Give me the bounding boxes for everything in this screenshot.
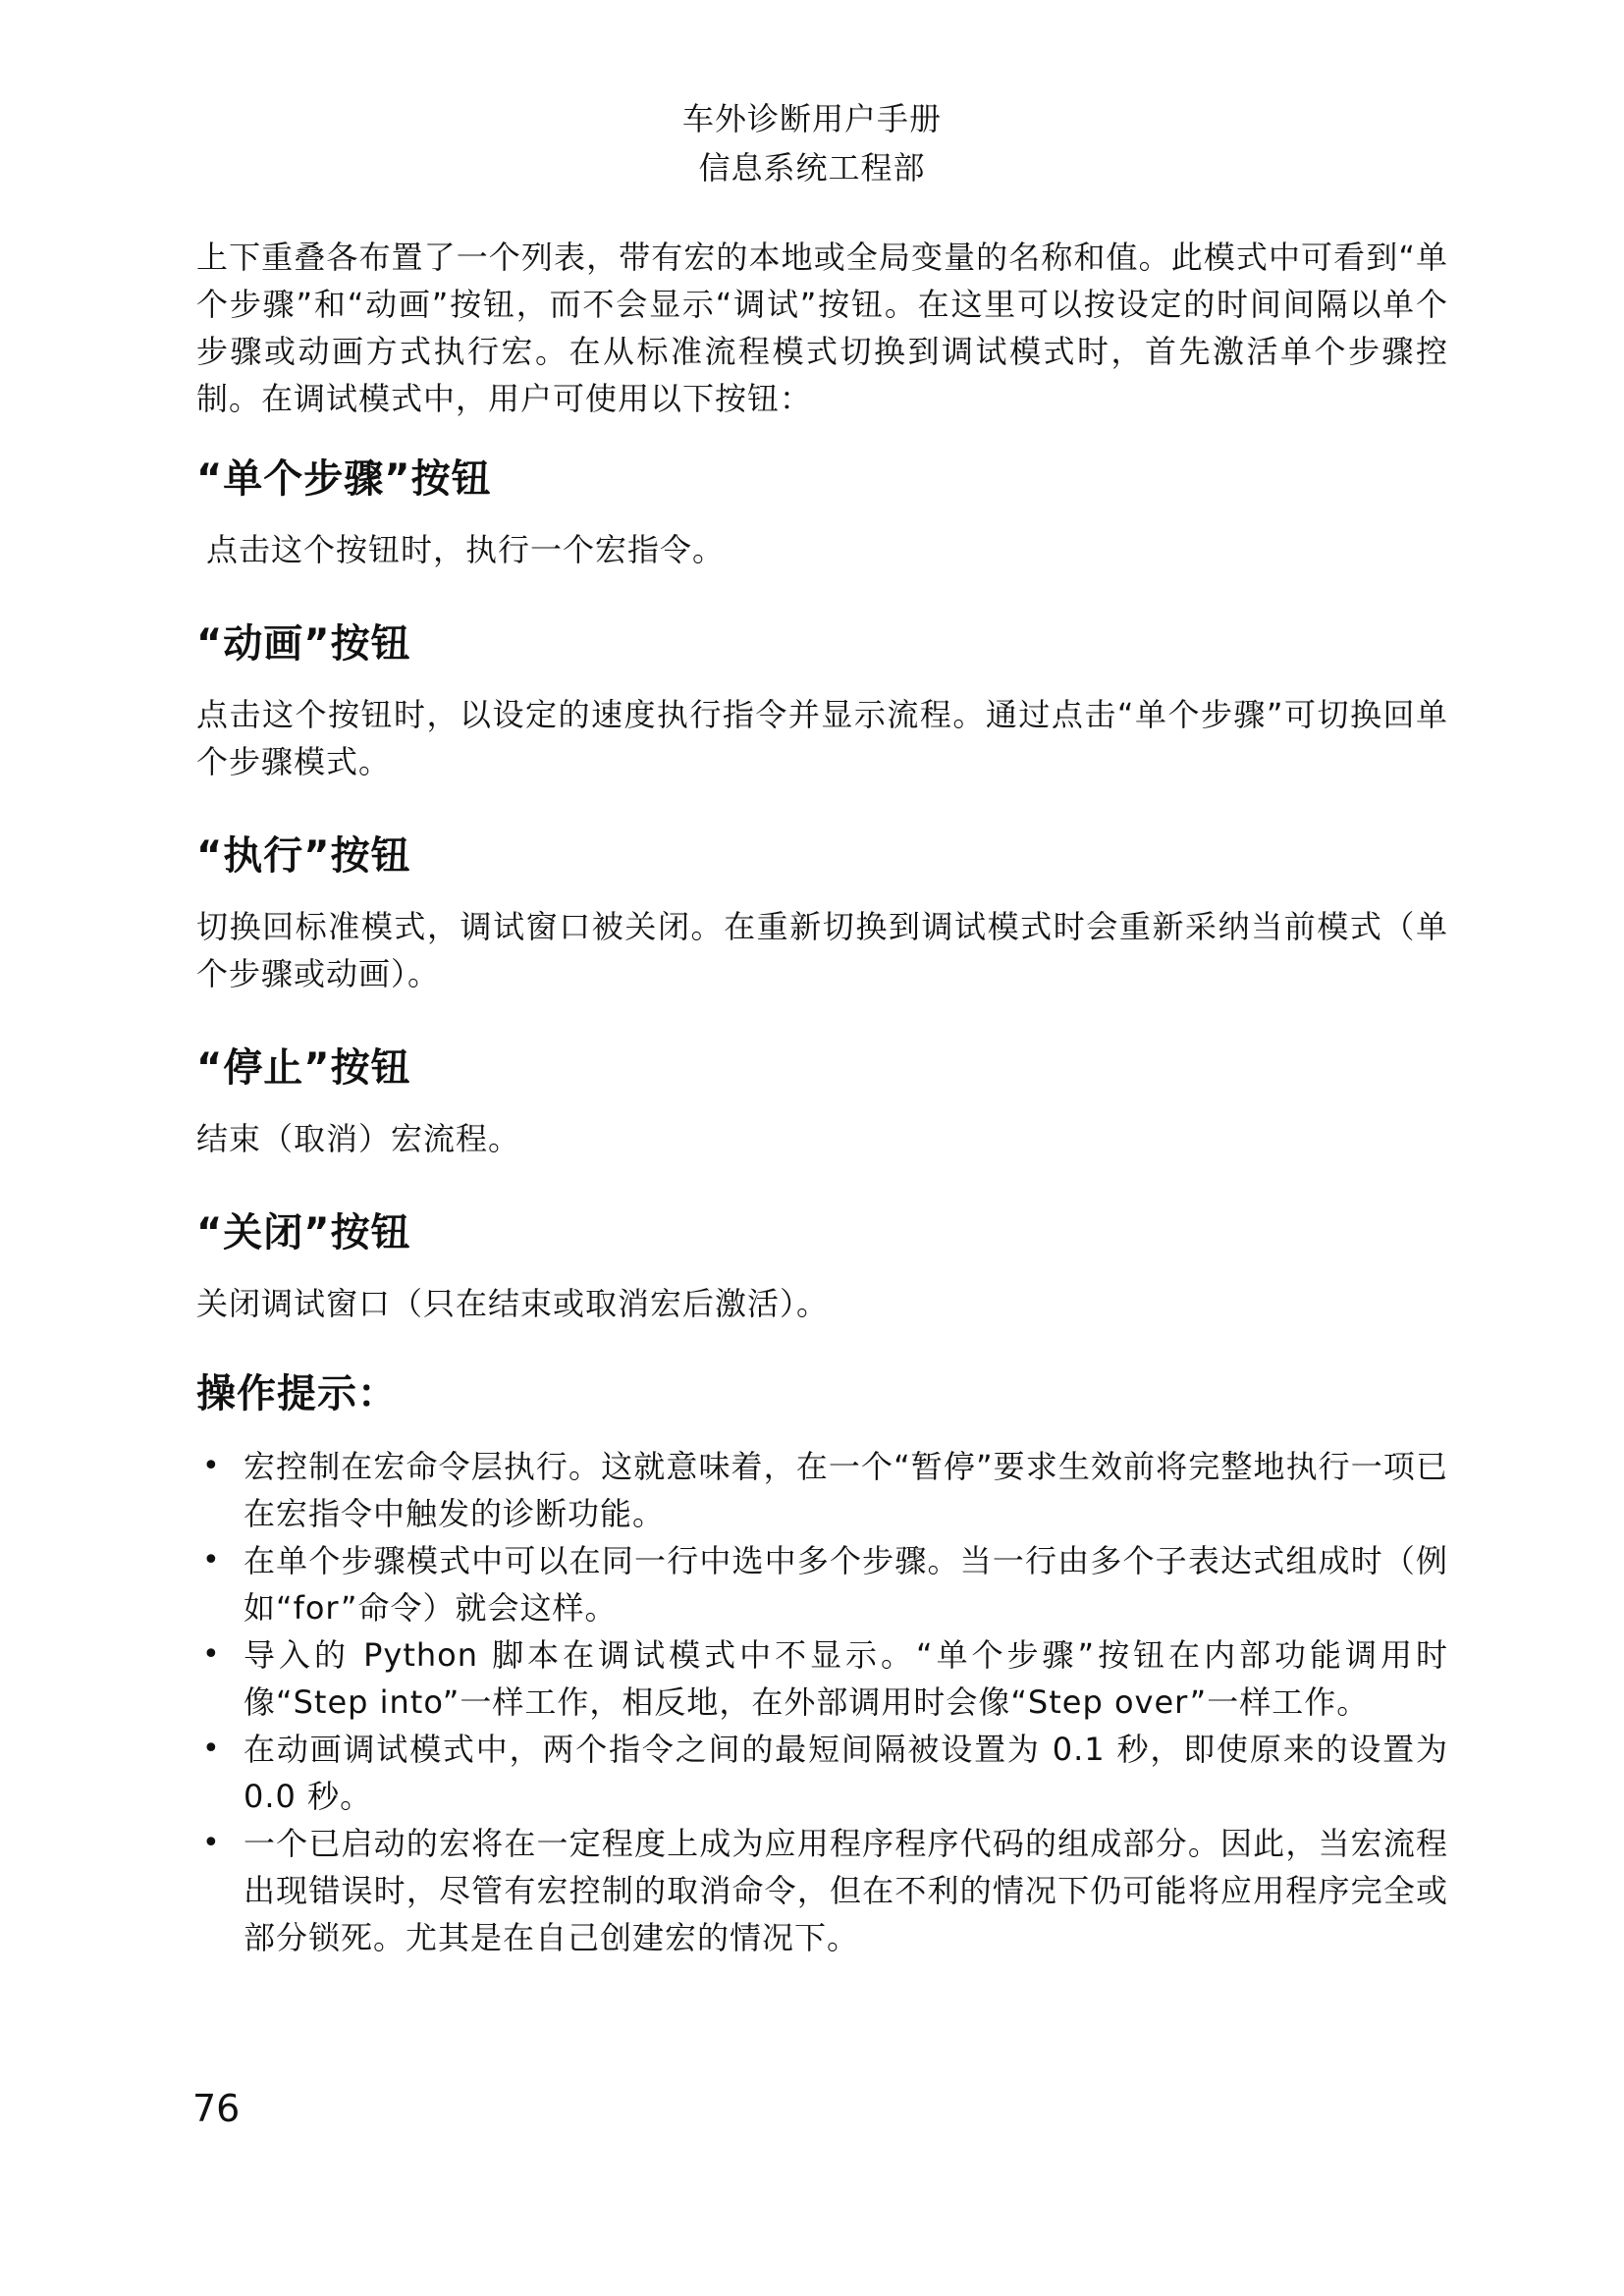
tip-text: 在动画调试模式中，两个指令之间的最短间隔被设置为 0.1 秒，即使原来的设置为 0.0 秒。 — [244, 1731, 1448, 1815]
section-body-single-step: 点击这个按钮时，执行一个宏指令。 — [206, 531, 726, 568]
section-heading-stop: “停止”按钮 — [196, 1045, 411, 1091]
list-item — [196, 1631, 1448, 1726]
section-heading-animation: “动画”按钮 — [196, 621, 411, 667]
intro-paragraph: 上下重叠各布置了一个列表，带有宏的本地或全局变量的名称和值。此模式中可看到“单个步骤”和“动画”按钮，而不会显示“调试”按钮。在这里可以按设定的时间间隔以单个步骤或动画方式执行宏。在从标准流程模式切换到调试模式时，首先激活单个步骤控制。在调试模式中，用户可使用以下按钮： — [196, 239, 1448, 417]
list-item — [196, 1537, 1448, 1631]
list-item — [196, 1726, 1448, 1820]
tip-text: 一个已启动的宏将在一定程度上成为应用程序程序代码的组成部分。因此，当宏流程出现错误时，尽管有宏控制的取消命令，但在不利的情况下仍可能将应用程序完全或部分锁死。尤其是在自己创建宏的情况下。 — [244, 1825, 1448, 1956]
section-body-close: 关闭调试窗口（只在结束或取消宏后激活）。 — [196, 1285, 830, 1322]
bullet-icon: • — [202, 1732, 221, 1766]
bullet-icon: • — [202, 1637, 221, 1672]
tips-list — [196, 1443, 1448, 1961]
section-heading-close: “关闭”按钮 — [196, 1210, 411, 1255]
section-body-stop: 结束（取消）宏流程。 — [196, 1120, 521, 1157]
bullet-icon: • — [202, 1449, 221, 1483]
header-manual-title: 车外诊断用户手册 — [681, 100, 942, 137]
bullet-icon: • — [202, 1826, 221, 1860]
tip-text: 在单个步骤模式中可以在同一行中选中多个步骤。当一行由多个子表达式组成时（例如“for”命令）就会这样。 — [244, 1542, 1448, 1627]
list-item — [196, 1443, 1448, 1537]
running-header — [0, 94, 1624, 192]
section-body-animation: 点击这个按钮时，以设定的速度执行指令并显示流程。通过点击“单个步骤”可切换回单个步骤模式。 — [196, 696, 1448, 780]
bullet-icon: • — [202, 1543, 221, 1577]
list-item — [196, 1820, 1448, 1961]
section-body-execute: 切换回标准模式，调试窗口被关闭。在重新切换到调试模式时会重新采纳当前模式（单个步骤或动画）。 — [196, 908, 1448, 992]
tip-text: 导入的 Python 脚本在调试模式中不显示。“单个步骤”按钮在内部功能调用时像“Step into”一样工作，相反地，在外部调用时会像“Step over”一样工作。 — [244, 1636, 1448, 1721]
header-department: 信息系统工程部 — [698, 149, 926, 187]
section-heading-single-step: “单个步骤”按钮 — [196, 456, 492, 502]
section-heading-execute: “执行”按钮 — [196, 833, 411, 879]
tip-text: 宏控制在宏命令层执行。这就意味着，在一个“暂停”要求生效前将完整地执行一项已在宏指令中触发的诊断功能。 — [244, 1448, 1448, 1532]
page-content — [196, 234, 1448, 1961]
tips-heading: 操作提示： — [196, 1371, 398, 1416]
page-number: 76 — [192, 2087, 241, 2130]
